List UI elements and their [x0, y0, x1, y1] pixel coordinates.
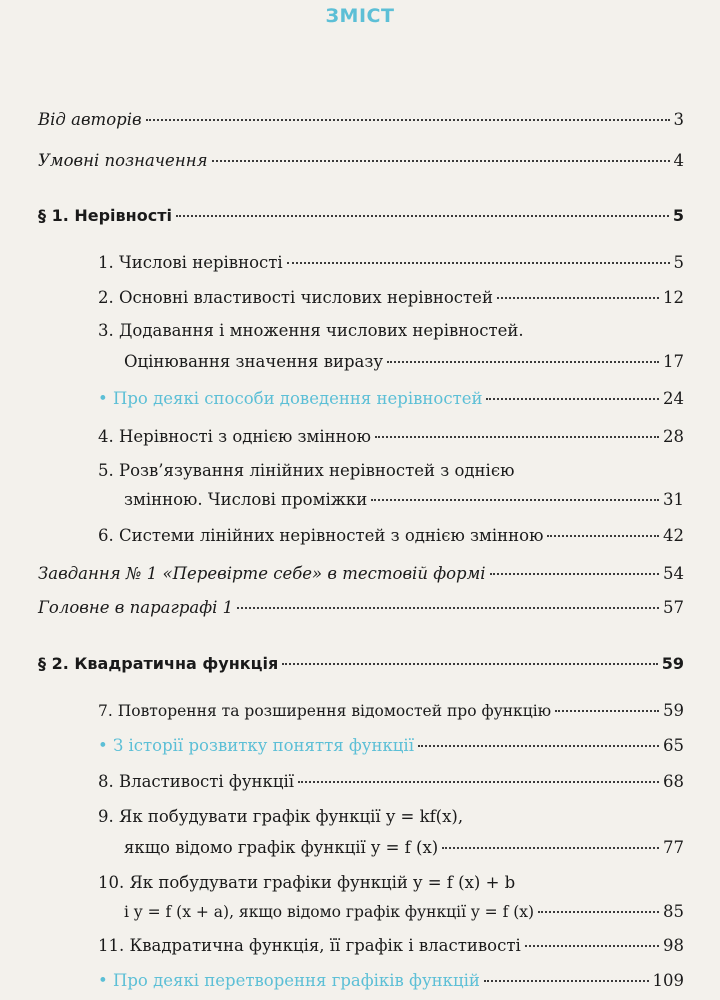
toc-entry-title: 2. Основні властивості числових нерівностей	[98, 288, 493, 307]
toc-entry-page: 42	[663, 526, 684, 545]
toc-entry-page: 31	[663, 490, 684, 509]
toc-entry[interactable]	[124, 902, 684, 921]
toc-entry-page: 68	[663, 772, 684, 791]
toc-entry-title: 1. Числові нерівності	[98, 253, 283, 272]
toc-entry[interactable]	[98, 526, 684, 545]
toc-entry-page: 5	[672, 206, 684, 225]
toc-entry-title: 4. Нерівності з однією змінною	[98, 427, 371, 446]
toc-entry[interactable]	[98, 288, 684, 307]
bullet-icon: •	[98, 389, 108, 408]
toc-supplement-title	[98, 389, 482, 408]
toc-entry-page: 77	[663, 838, 684, 857]
toc-leader	[371, 499, 659, 501]
toc-leader	[176, 215, 669, 217]
toc-section-title: § 2. Квадратична функція	[38, 654, 279, 673]
toc-leader	[555, 710, 659, 712]
toc-entry-page: 85	[663, 902, 684, 921]
toc-supplement-title	[98, 736, 414, 755]
toc-leader	[237, 607, 659, 609]
toc-leader	[387, 361, 659, 363]
toc-leader	[486, 398, 659, 400]
toc-entry-continuation: змінною. Числові проміжки	[124, 490, 368, 509]
toc-leader	[538, 911, 659, 913]
toc-entry-title[interactable]: 5. Розв’язування лінійних нерівностей з однією	[98, 461, 515, 480]
toc-leader	[282, 663, 657, 665]
toc-entry-page: 98	[663, 936, 684, 955]
toc-leader	[442, 847, 659, 849]
toc-entry[interactable]	[98, 772, 684, 791]
toc-entry[interactable]	[38, 110, 684, 129]
toc-entry-page: 17	[663, 352, 684, 371]
toc-entry-title: Від авторів	[38, 110, 142, 129]
toc-entry-title: 11. Квадратична функція, її графік і властивості	[98, 936, 521, 955]
toc-entry[interactable]	[124, 352, 684, 371]
toc-supplement[interactable]	[98, 971, 684, 990]
toc-leader	[547, 535, 659, 537]
toc-entry-title: Умовні позначення	[38, 151, 208, 170]
toc-entry-page: 24	[663, 389, 684, 408]
toc-leader	[490, 573, 659, 575]
toc-entry-page: 59	[661, 654, 684, 673]
toc-entry-continuation: і y = f (x + a), якщо відомо графік функції y = f (x)	[124, 903, 535, 921]
toc-entry-page: 54	[663, 564, 684, 583]
toc-entry-page: 5	[673, 253, 684, 272]
toc-entry-page: 4	[673, 151, 684, 170]
toc-entry[interactable]	[38, 598, 684, 617]
toc-leader	[484, 980, 649, 982]
toc-entry-page: 65	[663, 736, 684, 755]
page-title: ЗМІСТ	[325, 5, 395, 27]
toc-entry-title: 6. Системи лінійних нерівностей з однією змінною	[98, 526, 544, 545]
toc-entry-title[interactable]: 3. Додавання і множення числових нерівностей.	[98, 321, 524, 340]
toc-entry-title[interactable]: 10. Як побудувати графіки функцій y = f (x) + b	[98, 873, 516, 892]
toc-entry-title: 8. Властивості функції	[98, 772, 295, 791]
toc-leader	[146, 119, 670, 121]
toc-supplement-text: Про деякі способи доведення нерівностей	[112, 389, 483, 408]
toc-leader	[212, 160, 670, 162]
toc-leader	[375, 436, 659, 438]
toc-entry-title: Головне в параграфі 1	[38, 598, 234, 617]
toc-entry-page: 3	[673, 110, 684, 129]
toc-entry[interactable]	[98, 253, 684, 272]
toc-entry[interactable]	[98, 936, 684, 955]
toc-entry[interactable]	[38, 151, 684, 170]
toc-entry-continuation: якщо відомо графік функції y = f (x)	[124, 838, 439, 857]
toc-leader	[525, 945, 659, 947]
toc-entry-page: 59	[663, 701, 684, 720]
toc-entry[interactable]	[124, 838, 684, 857]
toc-supplement-text: З історії розвитку поняття функції	[112, 736, 414, 755]
toc-section-title: § 1. Нерівності	[38, 206, 172, 225]
toc-leader	[287, 262, 670, 264]
toc-entry[interactable]	[98, 427, 684, 446]
toc-entry-page: 28	[663, 427, 684, 446]
toc-entry-title[interactable]: 9. Як побудувати графік функції y = kf(x),	[98, 807, 464, 826]
toc-entry-title: 7. Повторення та розширення відомостей про функцію	[98, 702, 552, 720]
toc-leader	[497, 297, 659, 299]
bullet-icon: •	[98, 736, 108, 755]
toc-leader	[298, 781, 659, 783]
toc-supplement-text: Про деякі перетворення графіків функцій	[112, 971, 480, 990]
toc-supplement[interactable]	[98, 389, 684, 408]
toc-entry-page: 57	[663, 598, 684, 617]
toc-entry-page: 12	[663, 288, 684, 307]
toc-section[interactable]	[38, 654, 684, 673]
toc-entry-title: Завдання № 1 «Перевірте себе» в тестовій формі	[38, 564, 486, 583]
toc-entry-page: 109	[652, 971, 684, 990]
toc-supplement[interactable]	[98, 736, 684, 755]
bullet-icon: •	[98, 971, 108, 990]
toc-supplement-title	[98, 971, 480, 990]
toc-leader	[418, 745, 659, 747]
toc-entry[interactable]	[38, 564, 684, 583]
toc-entry[interactable]	[98, 701, 684, 720]
toc-entry[interactable]	[124, 490, 684, 509]
toc-entry-continuation: Оцінювання значення виразу	[124, 352, 384, 371]
toc-section[interactable]	[38, 206, 684, 225]
